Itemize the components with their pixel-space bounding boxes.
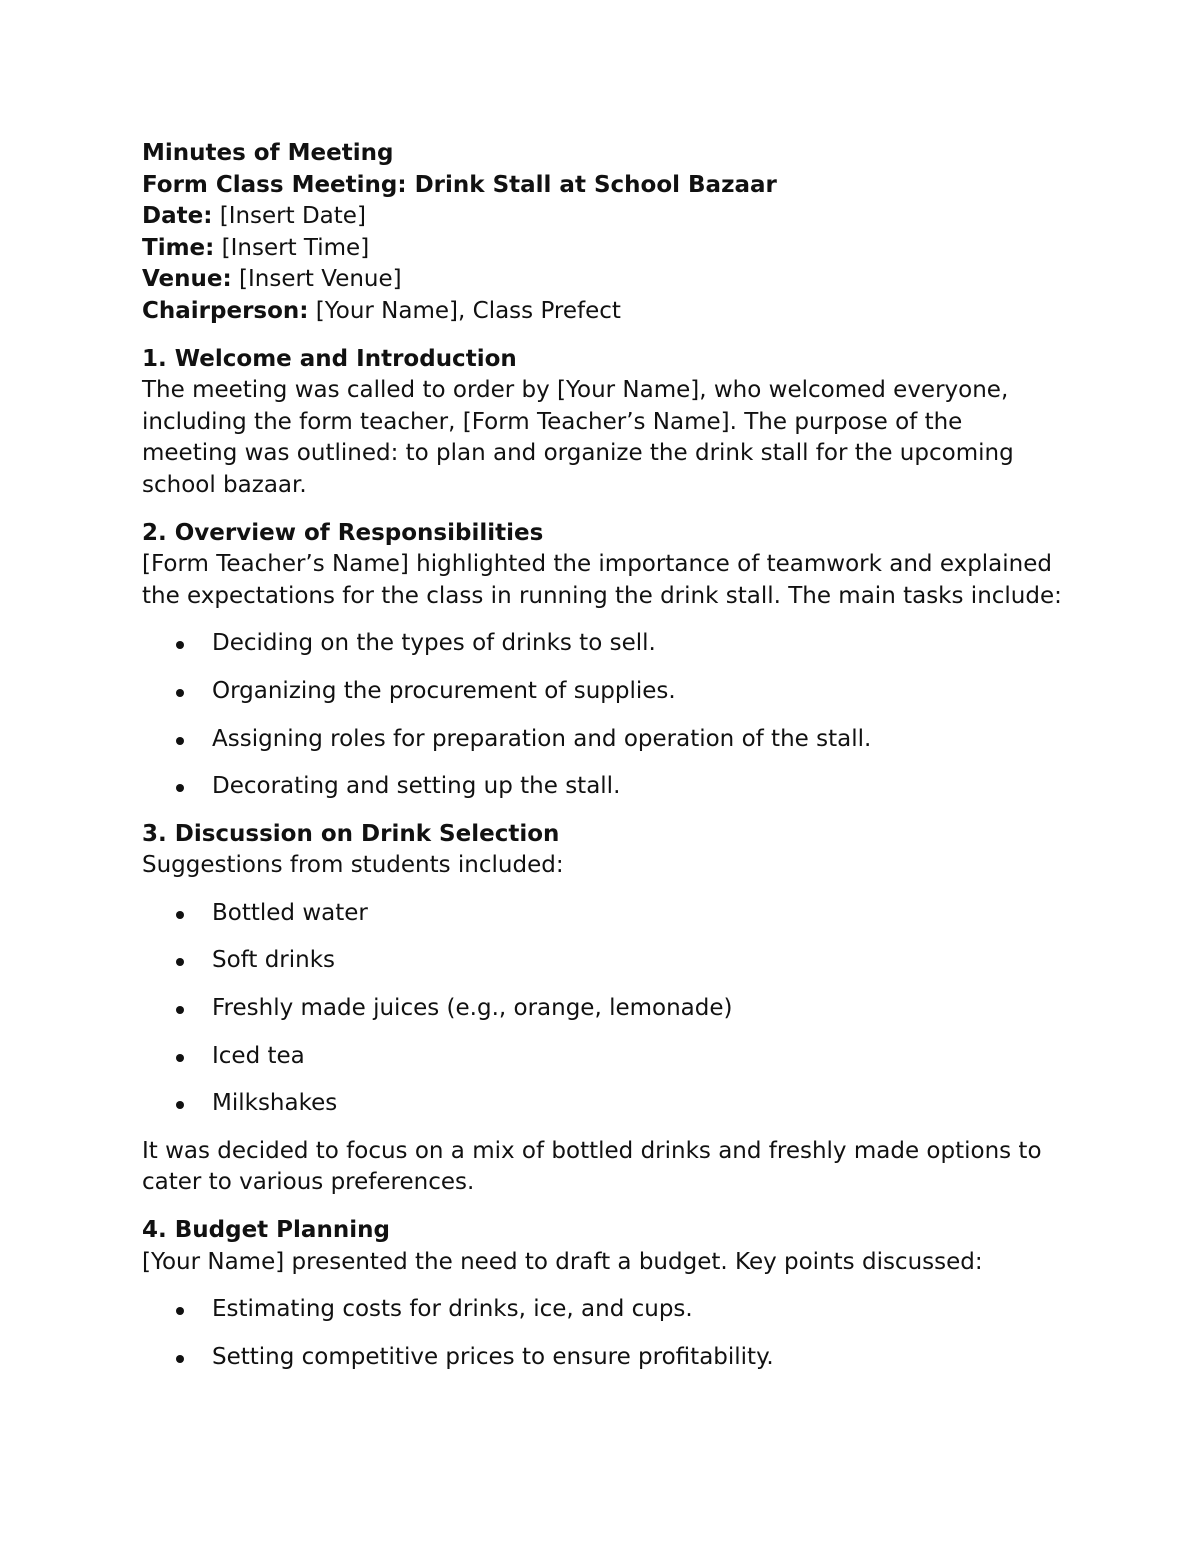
- document-title: Minutes of Meeting: [142, 140, 394, 166]
- bullet-icon: [176, 1101, 184, 1109]
- meta-chairperson: [142, 296, 1062, 328]
- meta-venue: [142, 264, 1062, 296]
- meta-date: [142, 201, 1062, 233]
- meta-chair-label: Chairperson:: [142, 297, 309, 324]
- list-item: [142, 945, 1062, 977]
- section-conclusion-drink-selection: It was decided to focus on a mix of bottled drinks and freshly made options to cater to various preferences.: [142, 1137, 1042, 1196]
- meta-chair-value: [Your Name], Class Prefect: [308, 297, 621, 324]
- section-heading-responsibilities: 2. Overview of Responsibilities: [142, 519, 544, 546]
- meta-date-value: [Insert Date]: [212, 203, 366, 230]
- bullet-icon: [176, 1054, 184, 1062]
- bullet-icon: [176, 958, 184, 966]
- document-page: [142, 138, 1062, 1373]
- bullet-icon: [176, 1307, 184, 1315]
- document-subtitle: Form Class Meeting: Drink Stall at School Bazaar: [142, 171, 777, 198]
- budget-points-list: [142, 1294, 1062, 1373]
- bullet-icon: [176, 1006, 184, 1014]
- list-item-text: Soft drinks: [212, 947, 336, 974]
- section-heading-welcome: 1. Welcome and Introduction: [142, 345, 517, 372]
- list-item-text: Assigning roles for preparation and operation of the stall.: [212, 725, 872, 752]
- list-item: [142, 993, 1062, 1025]
- bullet-icon: [176, 911, 184, 919]
- section-heading-drink-selection: 3. Discussion on Drink Selection: [142, 820, 560, 847]
- list-item: [142, 771, 1062, 803]
- list-item: [142, 1041, 1062, 1073]
- list-item: [142, 1294, 1062, 1326]
- bullet-icon: [176, 1355, 184, 1363]
- section-body-budget: [Your Name] presented the need to draft a budget. Key points discussed:: [142, 1248, 983, 1275]
- meta-date-label: Date:: [142, 203, 213, 230]
- list-item-text: Setting competitive prices to ensure profitability.: [212, 1343, 774, 1370]
- meta-time-value: [Insert Time]: [214, 234, 370, 261]
- list-item: [142, 898, 1062, 930]
- bullet-icon: [176, 641, 184, 649]
- list-item: [142, 1342, 1062, 1374]
- list-item: [142, 724, 1062, 756]
- drink-suggestions-list: [142, 898, 1062, 1120]
- meta-time: [142, 233, 1062, 265]
- bullet-icon: [176, 689, 184, 697]
- responsibilities-list: [142, 628, 1062, 802]
- bullet-icon: [176, 784, 184, 792]
- list-item-text: Iced tea: [212, 1042, 305, 1069]
- list-item-text: Milkshakes: [212, 1090, 338, 1117]
- list-item: [142, 628, 1062, 660]
- list-item-text: Bottled water: [212, 899, 368, 926]
- meta-venue-value: [Insert Venue]: [231, 266, 402, 293]
- list-item-text: Freshly made juices (e.g., orange, lemonade): [212, 995, 733, 1022]
- section-body-drink-selection: Suggestions from students included:: [142, 852, 564, 879]
- bullet-icon: [176, 737, 184, 745]
- list-item: [142, 1088, 1062, 1120]
- section-body-responsibilities: [Form Teacher’s Name] highlighted the importance of teamwork and explained the expectations for the class in running the drink stall. The main tasks include:: [142, 551, 1062, 609]
- section-body-welcome: The meeting was called to order by [Your Name], who welcomed everyone, including the form teacher, [Form Teacher’s Name]. The purpose of the meeting was outlined: to plan and organize the drink stall for the upcoming school bazaar.: [142, 377, 1014, 498]
- meta-time-label: Time:: [142, 234, 215, 261]
- list-item-text: Organizing the procurement of supplies.: [212, 677, 676, 704]
- list-item-text: Deciding on the types of drinks to sell.: [212, 630, 656, 657]
- list-item: [142, 676, 1062, 708]
- list-item-text: Decorating and setting up the stall.: [212, 773, 621, 800]
- list-item-text: Estimating costs for drinks, ice, and cups.: [212, 1296, 693, 1323]
- section-heading-budget: 4. Budget Planning: [142, 1217, 390, 1244]
- meta-venue-label: Venue:: [142, 266, 232, 293]
